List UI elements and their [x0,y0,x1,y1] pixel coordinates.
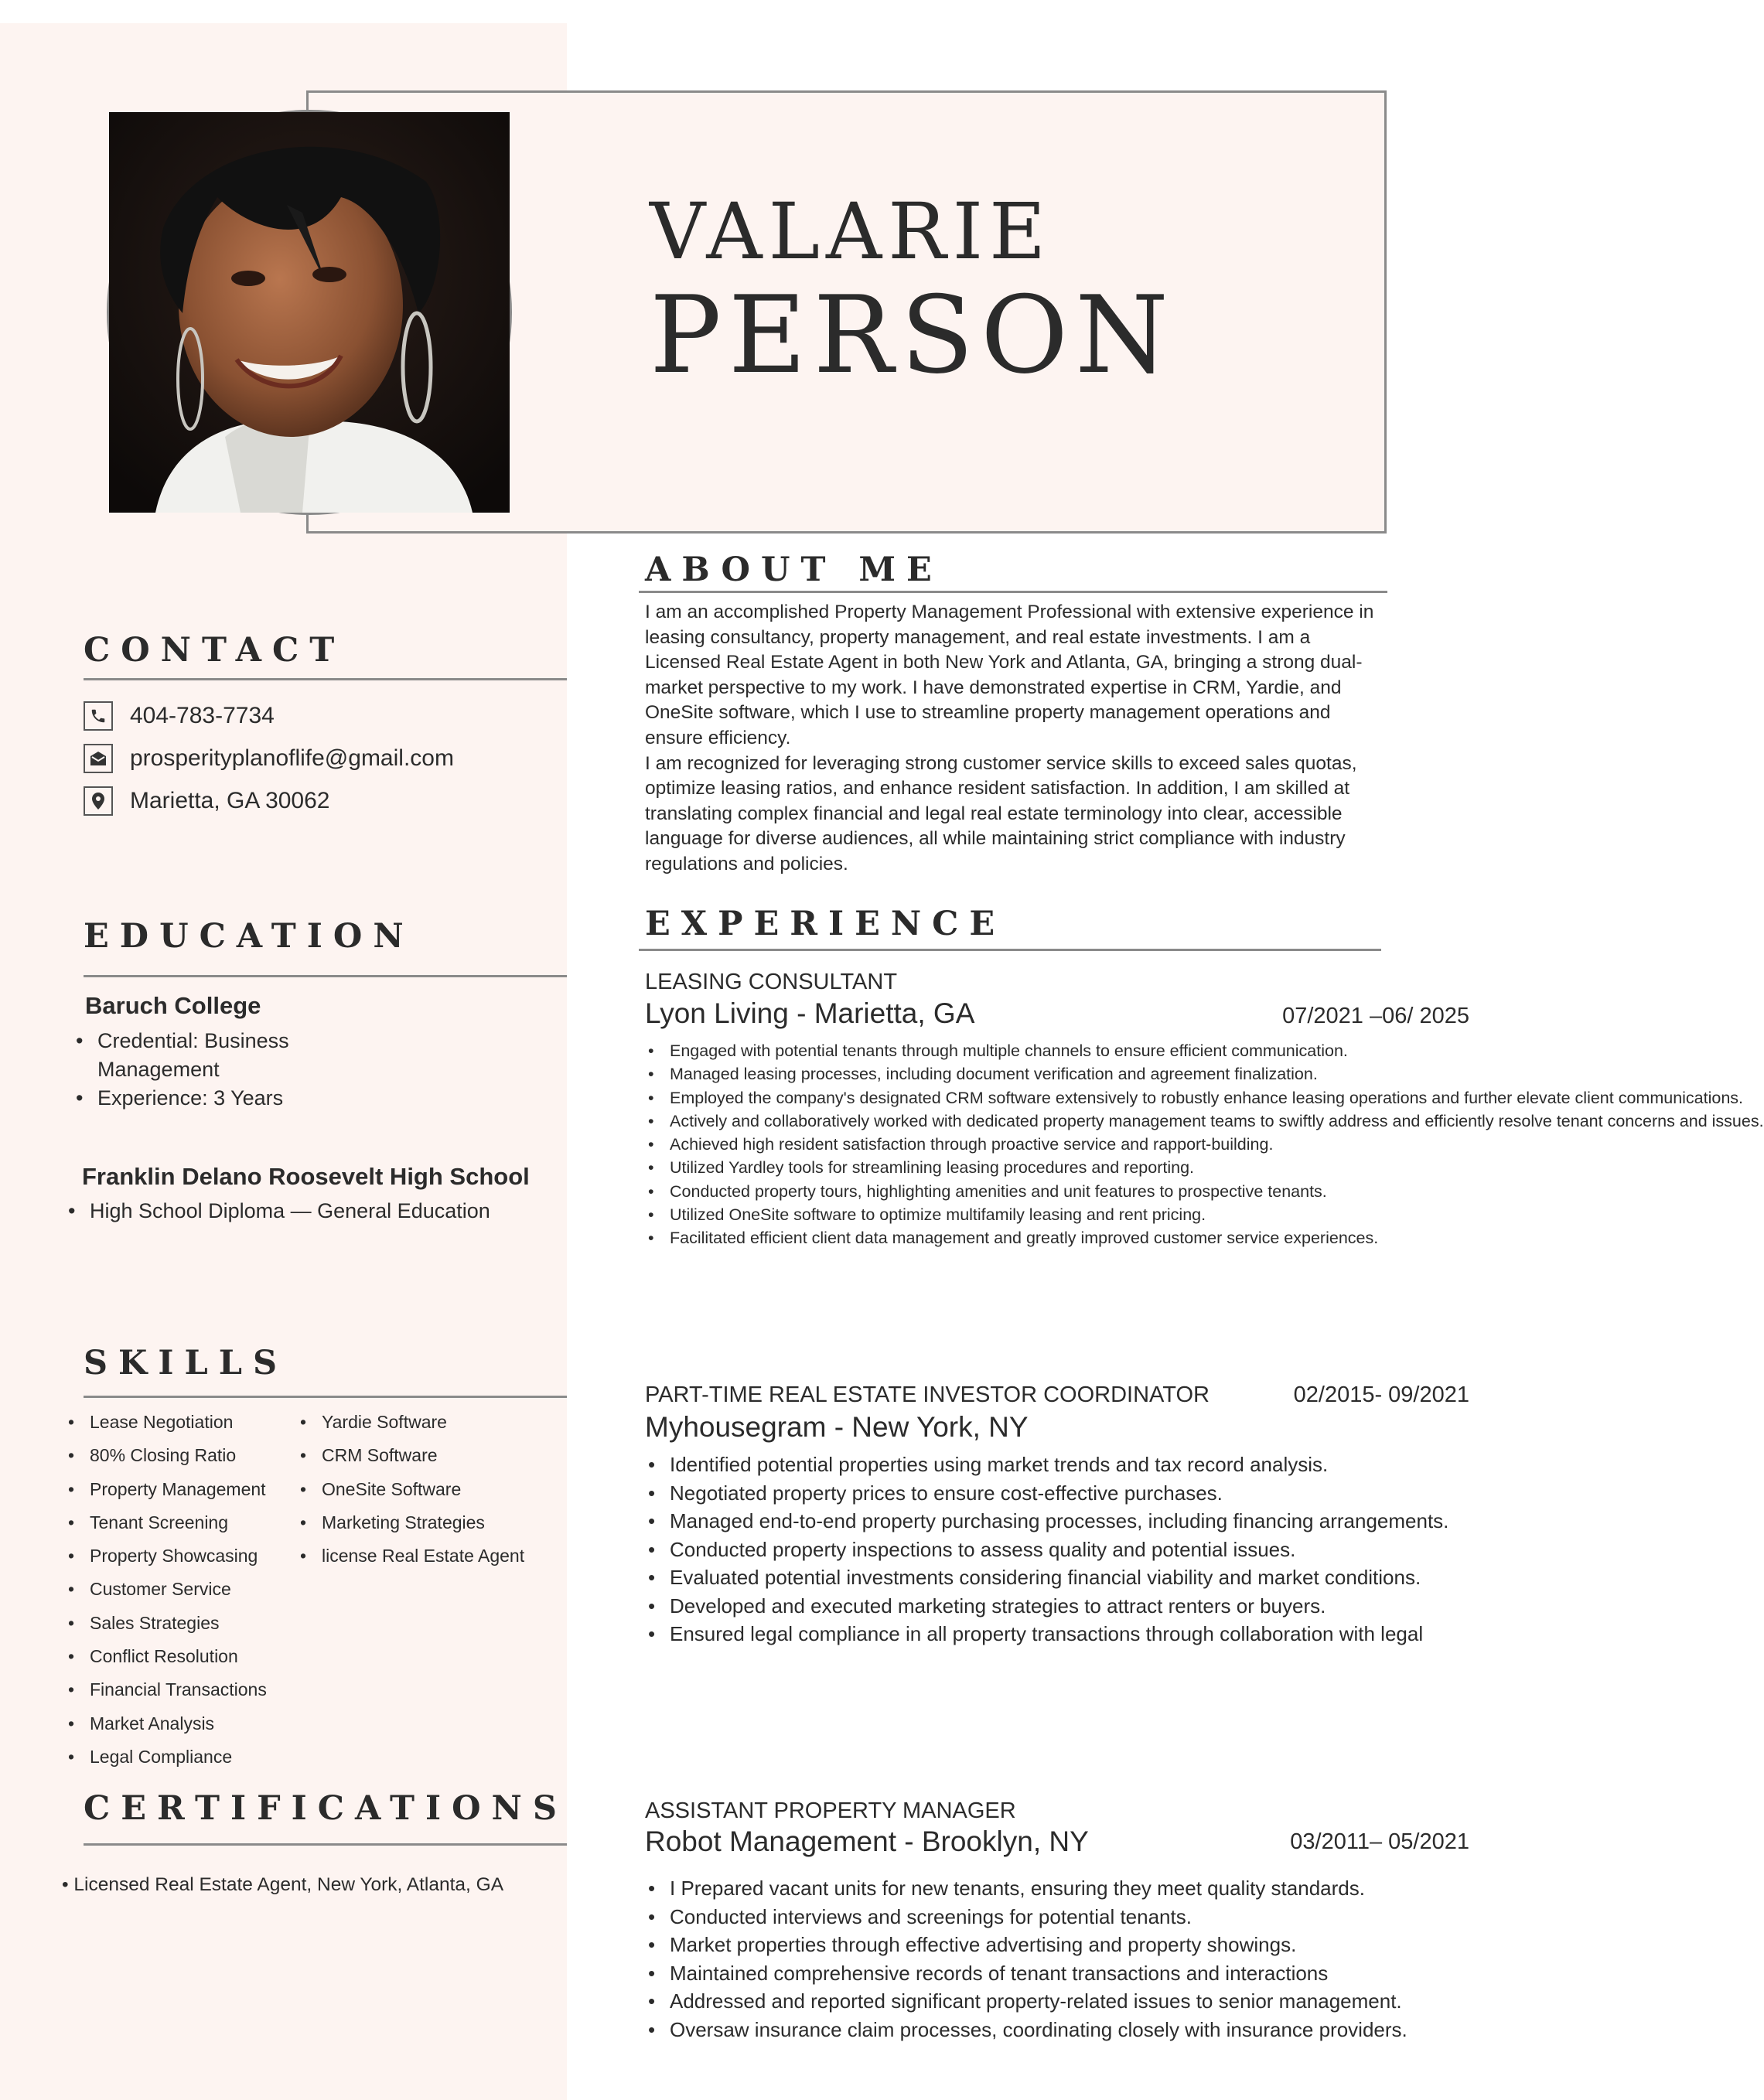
contact-phone-row [84,699,275,733]
job-dates: 02/2015- 09/2021 [1293,1382,1469,1407]
job-title: ASSISTANT PROPERTY MANAGER [645,1798,1016,1823]
certification-item: • Licensed Real Estate Agent, New York, Atlanta, GA [62,1874,504,1895]
contact-divider [84,678,567,680]
education-divider [84,975,567,977]
skill-item: • Property Showcasing [68,1539,267,1573]
skill-item: • Lease Negotiation [68,1406,267,1439]
street-address: Marietta, GA 30062 [130,788,330,813]
contact-address-row [84,784,330,818]
skills-list-col2 [300,1406,524,1573]
education-school2-list [68,1197,490,1226]
job-bullet: • Oversaw insurance claim processes, coordinating closely with insurance providers. [648,2016,1452,2044]
profile-photo [107,110,512,515]
about-paragraph: I am recognized for leveraging strong customer service skills to exceed sales quotas, optimize leasing ratios, and enhance resident satisfaction. In addition, I am skilled at translating complex financial and legal real estate terminology into clear, accessible language for diverse audiences, all while maintaining strict compliance with industry regulations and policies. [645,752,1357,874]
job-bullet: • Conducted property tours, highlighting amenities and unit features to prospective tenants. [648,1180,1390,1203]
job-bullet: • Managed leasing processes, including document verification and agreement finalization. [648,1062,1390,1086]
job-bullet: • Managed end-to-end property purchasing processes, including financing arrangements. [648,1507,1452,1536]
skill-item: • Tenant Screening [68,1506,267,1539]
education-school-name: Baruch College [85,992,261,1019]
job-bullet: • Negotiated property prices to ensure cost-effective purchases. [648,1479,1452,1508]
about-divider [639,591,1387,593]
about-paragraph: I am an accomplished Property Management Professional with extensive experience in leasing consultancy, property management, and real estate investments. I am a Licensed Real Estate Agent in both New York and Atlanta, GA, bringing a strong dual-market perspective to my work. I have demonstrated expertise in CRM, Yardie, and OneSite software, which I use to streamline property management operations and ensure efficiency. [645,602,1374,748]
skills-list-col1 [68,1406,267,1774]
contact-email-row [84,741,454,776]
email-address[interactable]: prosperityplanoflife@gmail.com [130,745,454,771]
skill-item: • license Real Estate Agent [300,1539,524,1573]
phone-number: 404-783-7734 [130,703,275,728]
job-title: LEASING CONSULTANT [645,970,898,994]
job-bullet: • Employed the company's designated CRM software extensively to robustly enhance leasing operations and further elevate client communications. [648,1086,1390,1110]
job-dates: 03/2011– 05/2021 [1290,1829,1469,1854]
job-bullet: • Actively and collaboratively worked with dedicated property management teams to swiftly address and efficiently resolve tenant concerns and issues. [648,1110,1390,1133]
job-bullet: • I Prepared vacant units for new tenants, ensuring they meet quality standards. [648,1874,1452,1903]
job-bullet: • Ensured legal compliance in all property transactions through collaboration with legal [648,1620,1452,1648]
skill-item: • Sales Strategies [68,1607,267,1640]
contact-heading: CONTACT [84,631,346,670]
skill-item: • Conflict Resolution [68,1640,267,1673]
job-bullets [648,1451,1452,1648]
skill-item: • Market Analysis [68,1707,267,1740]
job-company: Myhousegram - New York, NY [645,1411,1029,1443]
education-school-name: Franklin Delano Roosevelt High School [82,1163,530,1190]
certifications-divider [84,1843,567,1846]
job-title: PART-TIME REAL ESTATE INVESTOR COORDINATOR [645,1382,1210,1407]
experience-heading: EXPERIENCE [645,905,1006,943]
job-bullet: • Identified potential properties using market trends and tax record analysis. [648,1451,1452,1479]
skill-item: • CRM Software [300,1439,524,1472]
job-bullet: • Facilitated efficient client data management and greatly improved customer service experiences. [648,1226,1390,1249]
email-icon [84,744,113,773]
job-bullet: • Addressed and reported significant property-related issues to senior management. [648,1987,1452,2016]
job-bullet: • Achieved high resident satisfaction through proactive service and rapport-building. [648,1133,1390,1156]
first-name: VALARIE [650,186,1053,277]
about-text [645,600,1380,878]
job-bullet: • Conducted property inspections to assess quality and potential issues. [648,1536,1452,1564]
job-bullet: • Developed and executed marketing strategies to attract renters or buyers. [648,1592,1452,1621]
skill-item: • Legal Compliance [68,1740,267,1774]
about-heading: ABOUT ME [645,551,943,589]
job-bullet: • Conducted interviews and screenings for potential tenants. [648,1903,1452,1931]
phone-icon [84,701,113,731]
education-item: Management [97,1058,220,1081]
skill-item: • Yardie Software [300,1406,524,1439]
last-name: PERSON [650,273,1175,397]
skill-item: • 80% Closing Ratio [68,1439,267,1472]
job-company: Robot Management - Brooklyn, NY [645,1826,1089,1857]
skill-item: • Financial Transactions [68,1673,267,1706]
education-item: • High School Diploma — General Education [68,1197,490,1226]
skill-item: • OneSite Software [300,1473,524,1506]
education-school1-list [76,1027,289,1113]
job-bullet: • Engaged with potential tenants through multiple channels to ensure efficient communication. [648,1039,1390,1062]
skills-heading: SKILLS [84,1344,288,1382]
skills-divider [84,1396,567,1398]
skill-item: • Property Management [68,1473,267,1506]
job-bullets [648,1039,1764,1250]
certifications-heading: CERTIFICATIONS [84,1789,568,1828]
job-bullet: • Market properties through effective advertising and property showings. [648,1931,1452,1959]
experience-divider [639,949,1381,951]
education-heading: EDUCATION [84,917,415,956]
job-bullet: • Utilized Yardley tools for streamlining leasing procedures and reporting. [648,1156,1390,1179]
education-item: • Credential: Business [76,1027,289,1055]
job-bullet: • Utilized OneSite software to optimize multifamily leasing and rent pricing. [648,1203,1390,1226]
job-company: Lyon Living - Marietta, GA [645,997,975,1029]
skill-item: • Customer Service [68,1573,267,1606]
job-bullets [648,1874,1452,2044]
job-bullet: • Maintained comprehensive records of tenant transactions and interactions [648,1959,1452,1988]
skill-item: • Marketing Strategies [300,1506,524,1539]
location-pin-icon [84,786,113,816]
job-dates: 07/2021 –06/ 2025 [1282,1004,1469,1028]
education-item: • Experience: 3 Years [76,1084,289,1113]
job-bullet: • Evaluated potential investments considering financial viability and market conditions. [648,1563,1452,1592]
